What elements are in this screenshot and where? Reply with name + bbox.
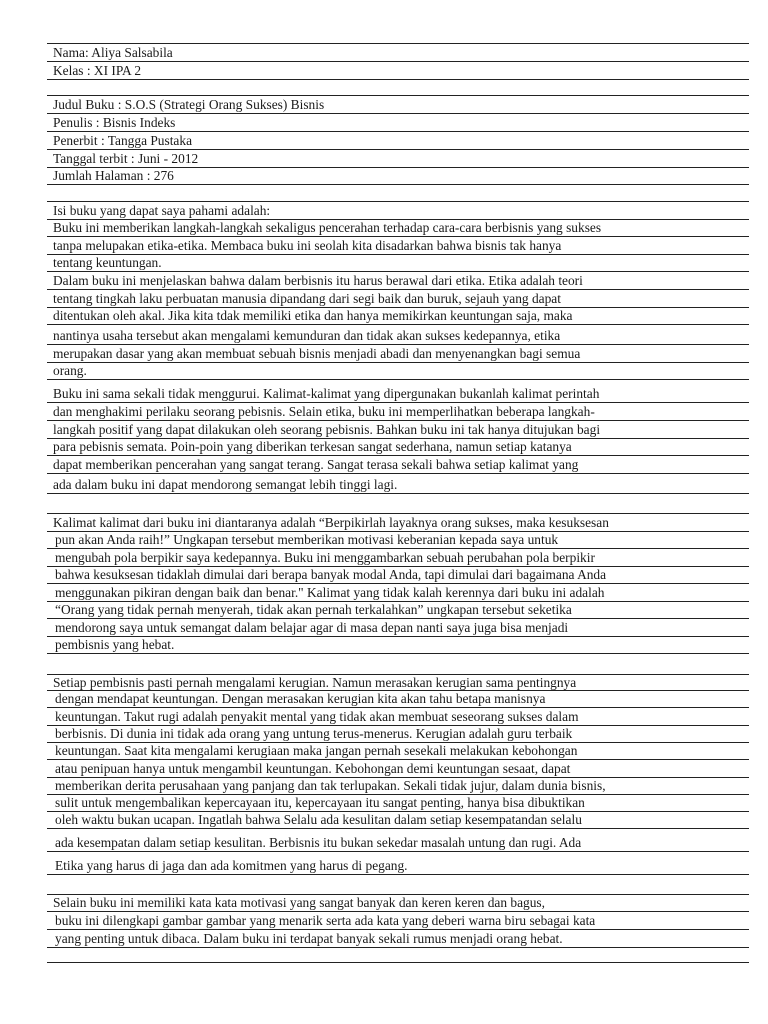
line-text: merupakan dasar yang akan membuat sebuah bisnis menjadi abadi dan menyenangkan bagi semua	[53, 346, 581, 361]
document-line	[47, 184, 749, 201]
line-text: memberikan derita perusahaan yang panjang dan tak terlupakan. Sekali tidak jujur, dalam dunia bisnis,	[55, 778, 606, 793]
document-line	[47, 690, 749, 707]
line-text: berbisnis. Di dunia ini tidak ada orang yang untung terus-menerus. Kerugian adalah guru terbaik	[55, 726, 573, 741]
line-text: langkah positif yang dapat dilakukan oleh seorang pebisnis. Bahkan buku ini tak hanya ditujukan bagi	[53, 422, 601, 437]
document-line	[47, 254, 749, 271]
line-text: para pebisnis semata. Poin-poin yang diberikan terkesan sangat sederhana, namun setiap katanya	[53, 439, 572, 454]
line-text: bahwa kesuksesan tidaklah dimulai dari berapa banyak modal Anda, tapi dimulai dari bagaimana Anda	[55, 567, 607, 582]
document-line	[47, 324, 749, 344]
document-line	[47, 874, 749, 894]
line-text: nantinya usaha tersebut akan mengalami kemunduran dan tidak akan sukses kedepannya, etika	[53, 328, 561, 343]
document-line	[47, 601, 749, 618]
document-line	[47, 674, 749, 690]
line-text: Buku ini memberikan langkah-langkah sekaligus pencerahan terhadap cara-cara berbisnis yang sukses	[53, 220, 602, 235]
document-line	[47, 911, 749, 929]
line-text: keuntungan. Saat kita mengalami kerugiaan maka jangan pernah sesekali melakukan kebohongan	[55, 743, 578, 758]
document-line	[47, 707, 749, 725]
document-line	[47, 131, 749, 149]
document-line	[47, 929, 749, 947]
line-text: Tanggal terbit : Juni - 2012	[53, 151, 199, 166]
document-line	[47, 742, 749, 759]
document-line	[47, 548, 749, 566]
document-line	[47, 894, 749, 911]
document-line	[47, 95, 749, 113]
document-line	[47, 61, 749, 79]
document-line	[47, 777, 749, 794]
document-line	[47, 402, 749, 420]
document-line	[47, 759, 749, 777]
line-text: mengubah pola berpikir saya kedepannya. Buku ini menggambarkan sebuah perubahan pola berpikir	[55, 550, 595, 565]
line-text: Judul Buku : S.O.S (Strategi Orang Sukses) Bisnis	[53, 97, 325, 112]
line-text: Nama: Aliya Salsabila	[53, 45, 173, 60]
document-line	[47, 236, 749, 254]
document-line	[47, 79, 749, 95]
line-text: Penulis : Bisnis Indeks	[53, 115, 176, 130]
document-line	[47, 149, 749, 167]
document-line	[47, 362, 749, 379]
document-line	[47, 307, 749, 324]
document-line	[47, 420, 749, 438]
document-line	[47, 379, 749, 402]
line-text: tentang tingkah laku perbuatan manusia dipandang dari segi baik dan buruk, sejauh yang dapat	[53, 291, 561, 306]
document-line	[47, 43, 749, 61]
document-line	[47, 828, 749, 851]
document-line	[47, 113, 749, 131]
line-text: ditentukan oleh akal. Jika kita tdak memiliki etika dan hanya memikirkan keuntungan saja, maka	[53, 308, 573, 323]
document-line	[47, 794, 749, 811]
document-line	[47, 167, 749, 184]
document-line	[47, 531, 749, 548]
line-text: dapat memberikan pencerahan yang sangat terang. Sangat terasa sekali bahwa setiap kalimat yang	[53, 457, 579, 472]
document-line	[47, 513, 749, 531]
line-text: Buku ini sama sekali tidak menggurui. Kalimat-kalimat yang dipergunakan bukanlah kalimat perintah	[53, 386, 600, 401]
document-line	[47, 271, 749, 289]
document-line	[47, 344, 749, 362]
line-text: Setiap pembisnis pasti pernah mengalami kerugian. Namun merasakan kerugian sama pentingnya	[53, 675, 577, 690]
line-text: yang penting untuk dibaca. Dalam buku ini terdapat banyak sekali rumus menjadi orang hebat.	[55, 931, 563, 946]
line-text: Kelas : XI IPA 2	[53, 63, 142, 78]
line-text: menggunakan pikiran dengan baik dan benar." Kalimat yang tidak kalah kerennya dari buku ini adalah	[55, 585, 605, 600]
document-line	[47, 493, 749, 513]
document-line	[47, 219, 749, 236]
line-text: Isi buku yang dapat saya pahami adalah:	[53, 203, 271, 218]
line-text: tentang keuntungan.	[53, 255, 162, 270]
line-text: Etika yang harus di jaga dan ada komitmen yang harus di pegang.	[55, 858, 408, 873]
document-line	[47, 947, 749, 963]
line-text: Jumlah Halaman : 276	[53, 168, 174, 183]
line-text: mendorong saya untuk semangat dalam belajar agar di masa depan nanti saya juga bisa menjadi	[55, 620, 569, 635]
line-text: dengan mendapat keuntungan. Dengan merasakan kerugian kita akan tahu betapa manisnya	[55, 691, 546, 706]
document-line	[47, 289, 749, 307]
line-text: sulit untuk mengembalikan kepercayaan itu, kepercayaan itu sangat penting, hanya bisa dibuktikan	[55, 795, 585, 810]
line-text: pembisnis yang hebat.	[55, 637, 175, 652]
document-line	[47, 725, 749, 742]
document-line	[47, 618, 749, 636]
line-text: atau penipuan hanya untuk mengambil keuntungan. Kebohongan demi keuntungan sesaat, dapat	[55, 761, 571, 776]
line-text: buku ini dilengkapi gambar gambar yang menarik serta ada kata yang deberi warna biru sebagai kata	[55, 913, 596, 928]
document-line	[47, 583, 749, 601]
document-line	[47, 455, 749, 473]
line-text: Penerbit : Tangga Pustaka	[53, 133, 193, 148]
document-line	[47, 653, 749, 674]
document-line	[47, 851, 749, 874]
document-line	[47, 201, 749, 219]
line-text: pun akan Anda raih!” Ungkapan tersebut memberikan motivasi keberanian kepada saya untuk	[55, 532, 559, 547]
document-line	[47, 636, 749, 653]
line-text: Kalimat kalimat dari buku ini diantaranya adalah “Berpikirlah layaknya orang sukses, maka kesuksesan	[53, 515, 609, 530]
document-line	[47, 566, 749, 583]
line-text: orang.	[53, 363, 87, 378]
line-text: tanpa melupakan etika-etika. Membaca buku ini seolah kita disadarkan bahwa bisnis tak hanya	[53, 238, 562, 253]
document-line	[47, 811, 749, 828]
line-text: ada dalam buku ini dapat mendorong semangat lebih tinggi lagi.	[53, 477, 398, 492]
line-text: keuntungan. Takut rugi adalah penyakit mental yang tidak akan membuat seseorang sukses dalam	[55, 709, 579, 724]
document-line	[47, 438, 749, 455]
line-text: Dalam buku ini menjelaskan bahwa dalam berbisnis itu harus berawal dari etika. Etika adalah teori	[53, 273, 583, 288]
document-line	[47, 473, 749, 493]
line-text: Selain buku ini memiliki kata kata motivasi yang sangat banyak dan keren keren dan bagus,	[53, 895, 545, 910]
line-text: “Orang yang tidak pernah menyerah, tidak akan pernah terkalahkan” ungkapan tersebut seketika	[55, 602, 572, 617]
line-text: ada kesempatan dalam setiap kesulitan. Berbisnis itu bukan sekedar masalah untung dan rugi. Ada	[55, 835, 582, 850]
line-text: oleh waktu bukan ucapan. Ingatlah bahwa Selalu ada kesulitan dalam setiap kesempatandan selalu	[55, 812, 582, 827]
line-text: dan menghakimi perilaku seorang pebisnis. Selain etika, buku ini memperlihatkan beberapa langkah-	[53, 404, 595, 419]
